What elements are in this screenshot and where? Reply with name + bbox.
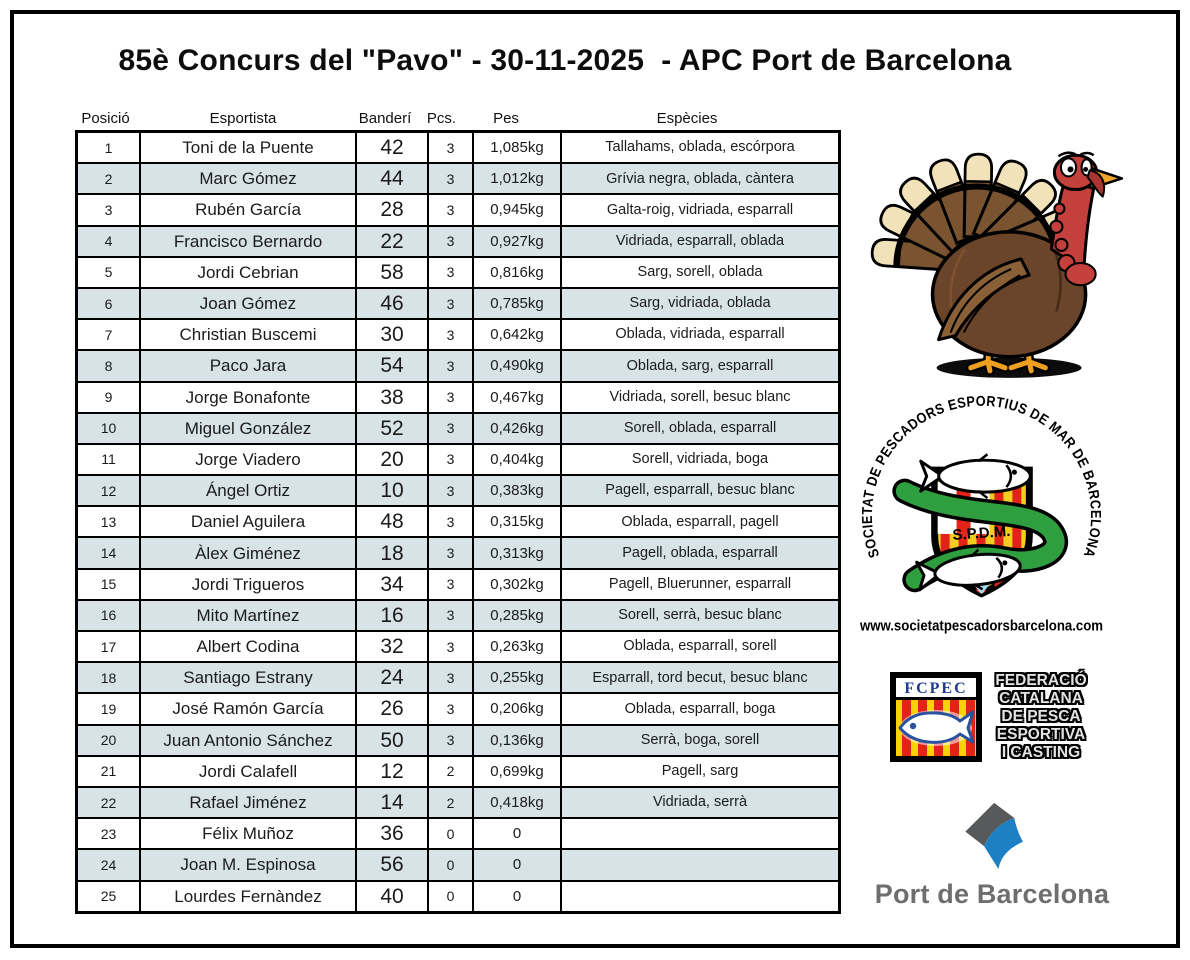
table-row xyxy=(77,693,840,724)
cell-pes: 0,315kg xyxy=(473,506,561,537)
cell-especies: Sarg, sorell, oblada xyxy=(561,257,840,288)
cell-position: 3 xyxy=(77,194,141,225)
cell-pcs: 3 xyxy=(428,382,473,413)
cell-banderi: 48 xyxy=(356,506,428,537)
cell-banderi: 50 xyxy=(356,725,428,756)
table-row xyxy=(77,787,840,818)
cell-pcs: 3 xyxy=(428,319,473,350)
cell-position: 18 xyxy=(77,662,141,693)
cell-pes: 0,263kg xyxy=(473,631,561,662)
cell-especies: Oblada, vidriada, esparrall xyxy=(561,319,840,350)
header-banderi: Banderí xyxy=(358,109,412,127)
cell-banderi: 44 xyxy=(356,163,428,194)
cell-pcs: 3 xyxy=(428,194,473,225)
cell-pcs: 3 xyxy=(428,413,473,444)
cell-pcs: 3 xyxy=(428,444,473,475)
cell-pes: 0 xyxy=(473,881,561,913)
table-row xyxy=(77,194,840,225)
cell-especies: Pagell, esparrall, besuc blanc xyxy=(561,475,840,506)
cell-pcs: 3 xyxy=(428,725,473,756)
cell-banderi: 18 xyxy=(356,537,428,568)
cell-pcs: 3 xyxy=(428,631,473,662)
table-row xyxy=(77,818,840,849)
cell-pcs: 3 xyxy=(428,132,473,164)
cell-especies: Sarg, vidriada, oblada xyxy=(561,288,840,319)
cell-esportista: Mito Martínez xyxy=(140,600,356,631)
cell-pes: 0,467kg xyxy=(473,382,561,413)
cell-esportista: Joan Gómez xyxy=(140,288,356,319)
cell-especies: Serrà, boga, sorell xyxy=(561,725,840,756)
cell-position: 14 xyxy=(77,537,141,568)
cell-pcs: 3 xyxy=(428,226,473,257)
results-table xyxy=(75,130,841,914)
cell-pes: 0 xyxy=(473,849,561,880)
table-header-row xyxy=(75,106,825,130)
cell-pcs: 3 xyxy=(428,537,473,568)
fcpec-acronym: FCPEC xyxy=(904,680,968,697)
table-row xyxy=(77,163,840,194)
table-row xyxy=(77,257,840,288)
cell-pes: 0,285kg xyxy=(473,600,561,631)
cell-position: 13 xyxy=(77,506,141,537)
cell-especies: Oblada, esparrall, sorell xyxy=(561,631,840,662)
table-row xyxy=(77,506,840,537)
cell-position: 10 xyxy=(77,413,141,444)
cell-pcs: 2 xyxy=(428,756,473,787)
cell-especies: Tallahams, oblada, escórpora xyxy=(561,132,840,164)
cell-esportista: Félix Muñoz xyxy=(140,818,356,849)
cell-esportista: Jordi Calafell xyxy=(140,756,356,787)
cell-pes: 1,085kg xyxy=(473,132,561,164)
cell-pes: 0,313kg xyxy=(473,537,561,568)
cell-especies: Vidriada, serrà xyxy=(561,787,840,818)
header-pes: Pes xyxy=(493,109,519,127)
cell-position: 23 xyxy=(77,818,141,849)
port-de-barcelona-logo xyxy=(852,800,1132,910)
cell-especies: Grívia negra, oblada, càntera xyxy=(561,163,840,194)
cell-esportista: Daniel Aguilera xyxy=(140,506,356,537)
table-row xyxy=(77,444,840,475)
cell-especies: Sorell, oblada, esparrall xyxy=(561,413,840,444)
table-row xyxy=(77,226,840,257)
cell-banderi: 58 xyxy=(356,257,428,288)
cell-position: 4 xyxy=(77,226,141,257)
fcpec-emblem xyxy=(890,672,982,762)
cell-especies: Galta-roig, vidriada, esparrall xyxy=(561,194,840,225)
cell-esportista: Miguel González xyxy=(140,413,356,444)
table-row xyxy=(77,631,840,662)
table-row xyxy=(77,132,840,164)
cell-pcs: 3 xyxy=(428,600,473,631)
cell-esportista: Santiago Estrany xyxy=(140,662,356,693)
cell-pes: 0,426kg xyxy=(473,413,561,444)
cell-banderi: 52 xyxy=(356,413,428,444)
cell-esportista: Jordi Cebrian xyxy=(140,257,356,288)
cell-esportista: Jorge Bonafonte xyxy=(140,382,356,413)
cell-banderi: 22 xyxy=(356,226,428,257)
cell-position: 6 xyxy=(77,288,141,319)
port-diamond-icon xyxy=(932,800,1052,872)
cell-pes: 0,383kg xyxy=(473,475,561,506)
cell-position: 12 xyxy=(77,475,141,506)
table-row xyxy=(77,288,840,319)
table-row xyxy=(77,756,840,787)
cell-position: 15 xyxy=(77,569,141,600)
cell-pes: 0,945kg xyxy=(473,194,561,225)
cell-especies: Esparrall, tord becut, besuc blanc xyxy=(561,662,840,693)
cell-banderi: 54 xyxy=(356,350,428,381)
cell-especies: Pagell, sarg xyxy=(561,756,840,787)
cell-especies: Oblada, esparrall, boga xyxy=(561,693,840,724)
cell-pcs: 3 xyxy=(428,163,473,194)
cell-pes: 0,785kg xyxy=(473,288,561,319)
cell-especies xyxy=(561,818,840,849)
table-row xyxy=(77,569,840,600)
cell-banderi: 56 xyxy=(356,849,428,880)
table-row xyxy=(77,382,840,413)
cell-especies: Vidriada, sorell, besuc blanc xyxy=(561,382,840,413)
results-table-area xyxy=(75,106,827,914)
cell-banderi: 34 xyxy=(356,569,428,600)
cell-banderi: 40 xyxy=(356,881,428,913)
table-row xyxy=(77,849,840,880)
cell-esportista: Rubén García xyxy=(140,194,356,225)
cell-pes: 0,490kg xyxy=(473,350,561,381)
cell-position: 21 xyxy=(77,756,141,787)
cell-banderi: 14 xyxy=(356,787,428,818)
cell-pes: 1,012kg xyxy=(473,163,561,194)
cell-esportista: Paco Jara xyxy=(140,350,356,381)
fcpec-name: FEDERACIÓ CATALANA DE PESCA ESPORTIVA I CASTING xyxy=(995,672,1087,761)
table-row xyxy=(77,725,840,756)
cell-pcs: 3 xyxy=(428,662,473,693)
cell-esportista: Jorge Viadero xyxy=(140,444,356,475)
cell-banderi: 42 xyxy=(356,132,428,164)
cell-pcs: 3 xyxy=(428,350,473,381)
table-row xyxy=(77,662,840,693)
cell-esportista: Jordi Trigueros xyxy=(140,569,356,600)
cell-especies: Vidriada, esparrall, oblada xyxy=(561,226,840,257)
cell-position: 20 xyxy=(77,725,141,756)
cell-esportista: Marc Gómez xyxy=(140,163,356,194)
spdm-arc-text: SOCIETAT DE PESCADORS ESPORTIUS DE MAR DE BARCELONA xyxy=(859,393,1104,561)
cell-especies: Pagell, oblada, esparrall xyxy=(561,537,840,568)
cell-esportista: Albert Codina xyxy=(140,631,356,662)
cell-esportista: Ángel Ortiz xyxy=(140,475,356,506)
cell-especies: Oblada, sarg, esparrall xyxy=(561,350,840,381)
cell-pcs: 3 xyxy=(428,288,473,319)
header-posicio: Posició xyxy=(81,109,130,127)
cell-pcs: 3 xyxy=(428,257,473,288)
header-pcs: Pcs. xyxy=(426,109,457,127)
cell-esportista: Juan Antonio Sánchez xyxy=(140,725,356,756)
cell-pes: 0,404kg xyxy=(473,444,561,475)
cell-banderi: 20 xyxy=(356,444,428,475)
cell-position: 5 xyxy=(77,257,141,288)
cell-position: 9 xyxy=(77,382,141,413)
port-label: Port de Barcelona xyxy=(874,879,1110,909)
spdm-logo xyxy=(845,388,1119,638)
cell-position: 22 xyxy=(77,787,141,818)
cell-position: 16 xyxy=(77,600,141,631)
cell-pcs: 3 xyxy=(428,475,473,506)
cell-banderi: 28 xyxy=(356,194,428,225)
cell-esportista: Christian Buscemi xyxy=(140,319,356,350)
cell-pes: 0,302kg xyxy=(473,569,561,600)
cell-pes: 0,206kg xyxy=(473,693,561,724)
cell-esportista: Rafael Jiménez xyxy=(140,787,356,818)
cell-position: 7 xyxy=(77,319,141,350)
cell-pes: 0,136kg xyxy=(473,725,561,756)
cell-pcs: 3 xyxy=(428,693,473,724)
cell-banderi: 16 xyxy=(356,600,428,631)
cell-pcs: 3 xyxy=(428,569,473,600)
cell-banderi: 30 xyxy=(356,319,428,350)
cell-esportista: Lourdes Fernàndez xyxy=(140,881,356,913)
cell-position: 25 xyxy=(77,881,141,913)
cell-especies xyxy=(561,881,840,913)
header-esportista: Esportista xyxy=(209,109,277,127)
cell-banderi: 32 xyxy=(356,631,428,662)
cell-position: 24 xyxy=(77,849,141,880)
cell-banderi: 10 xyxy=(356,475,428,506)
cell-pcs: 0 xyxy=(428,818,473,849)
cell-pes: 0,699kg xyxy=(473,756,561,787)
cell-banderi: 24 xyxy=(356,662,428,693)
cell-banderi: 36 xyxy=(356,818,428,849)
table-row xyxy=(77,600,840,631)
cell-pcs: 3 xyxy=(428,506,473,537)
cell-esportista: Joan M. Espinosa xyxy=(140,849,356,880)
cell-banderi: 12 xyxy=(356,756,428,787)
table-row xyxy=(77,881,840,913)
cell-pes: 0,418kg xyxy=(473,787,561,818)
cell-especies xyxy=(561,849,840,880)
table-row xyxy=(77,475,840,506)
table-row xyxy=(77,350,840,381)
cell-esportista: José Ramón García xyxy=(140,693,356,724)
cell-position: 19 xyxy=(77,693,141,724)
table-row xyxy=(77,413,840,444)
cell-pcs: 2 xyxy=(428,787,473,818)
cell-pcs: 0 xyxy=(428,849,473,880)
cell-banderi: 46 xyxy=(356,288,428,319)
cell-position: 11 xyxy=(77,444,141,475)
cell-pes: 0,816kg xyxy=(473,257,561,288)
cell-position: 2 xyxy=(77,163,141,194)
cell-pes: 0 xyxy=(473,818,561,849)
cell-position: 8 xyxy=(77,350,141,381)
cell-esportista: Àlex Giménez xyxy=(140,537,356,568)
cell-esportista: Toni de la Puente xyxy=(140,132,356,164)
table-row xyxy=(77,319,840,350)
fcpec-logo xyxy=(890,672,1093,762)
cell-pes: 0,255kg xyxy=(473,662,561,693)
cell-position: 1 xyxy=(77,132,141,164)
cell-pes: 0,927kg xyxy=(473,226,561,257)
cell-especies: Pagell, Bluerunner, esparrall xyxy=(561,569,840,600)
cell-pes: 0,642kg xyxy=(473,319,561,350)
cell-banderi: 26 xyxy=(356,693,428,724)
header-especies: Espècies xyxy=(656,109,718,127)
cell-pcs: 0 xyxy=(428,881,473,913)
spdm-initials: S.P.D.M. xyxy=(952,522,1011,544)
cell-especies: Sorell, serrà, besuc blanc xyxy=(561,600,840,631)
cell-position: 17 xyxy=(77,631,141,662)
turkey-illustration xyxy=(858,130,1140,382)
page-title: 85è Concurs del "Pavo" - 30-11-2025 - APC Port de Barcelona xyxy=(118,44,1012,77)
cell-esportista: Francisco Bernardo xyxy=(140,226,356,257)
cell-banderi: 38 xyxy=(356,382,428,413)
cell-especies: Sorell, vidriada, boga xyxy=(561,444,840,475)
table-row xyxy=(77,537,840,568)
cell-especies: Oblada, esparrall, pagell xyxy=(561,506,840,537)
spdm-website: www.societatpescadorsbarcelona.com xyxy=(859,617,1104,635)
